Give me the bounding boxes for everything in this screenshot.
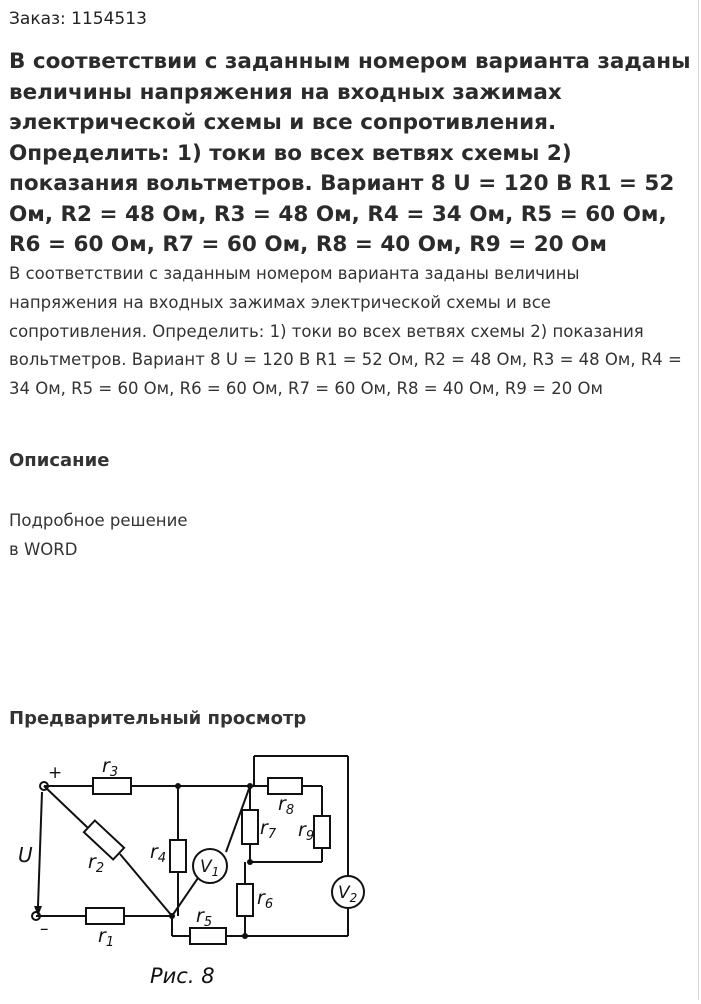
circuit-diagram: [0, 740, 380, 1000]
resistor-r4: [170, 840, 186, 872]
resistor-r8: [268, 778, 302, 794]
r6-label: $r_6$: [257, 887, 274, 912]
plus-label: +: [48, 763, 63, 783]
v1-label: $V_1$: [200, 857, 220, 879]
resistor-r3: [93, 778, 131, 794]
r8-label: $r_8$: [278, 793, 295, 818]
resistor-r1: [86, 908, 124, 924]
r5-label: $r_5$: [196, 905, 213, 930]
figure-caption: Рис. 8: [150, 964, 215, 988]
page-title: В соответствии с заданным номером варианта заданы величины напряжения на входных зажимах электрической схемы и все сопротивления. Определить: 1) токи во всех ветвях схемы 2) показания вольтметров. Вариант 8 U = 120 В R1 = 52 Ом, R2 = 48 Ом, R3 = 48 Ом, R4 = 34 Ом, R5 = 60 Ом, R6 = 60 Ом, R7 = 60 Ом, R8 = 40 Ом, R9 = 20 Ом: [9, 49, 691, 257]
resistor-r7: [242, 810, 258, 844]
resistor-r5: [190, 928, 226, 944]
circuit-preview: [0, 740, 380, 1000]
r3-label: $r_3$: [102, 755, 119, 780]
resistor-r9: [314, 816, 330, 848]
r4-label: $r_4$: [150, 841, 167, 866]
description-heading: Описание: [9, 450, 110, 471]
description-line-2: в WORD: [9, 540, 78, 559]
u-label: U: [18, 843, 33, 867]
r9-label: $r_9$: [298, 819, 315, 844]
preview-heading: Предварительный просмотр: [9, 708, 307, 729]
r1-label: $r_1$: [98, 925, 115, 950]
description-line-1: Подробное решение: [9, 511, 188, 530]
resistor-r6: [237, 884, 253, 916]
task-description: В соответствии с заданным номером варианта заданы величины напряжения на входных зажимах электрической схемы и все сопротивления. Определить: 1) токи во всех ветвях схемы 2) показания вольтметров. Вариант 8 U = 120 В R1 = 52 Ом, R2 = 48 Ом, R3 = 48 Ом, R4 = 34 Ом, R5 = 60 Ом, R6 = 60 Ом, R7 = 60 Ом, R8 = 40 Ом, R9 = 20 Ом: [9, 264, 682, 399]
r7-label: $r_7$: [260, 817, 277, 842]
minus-label: –: [40, 919, 49, 939]
order-number: Заказ: 1154513: [9, 9, 147, 29]
r2-label: $r_2$: [88, 851, 105, 876]
v2-label: $V_2$: [338, 883, 358, 905]
